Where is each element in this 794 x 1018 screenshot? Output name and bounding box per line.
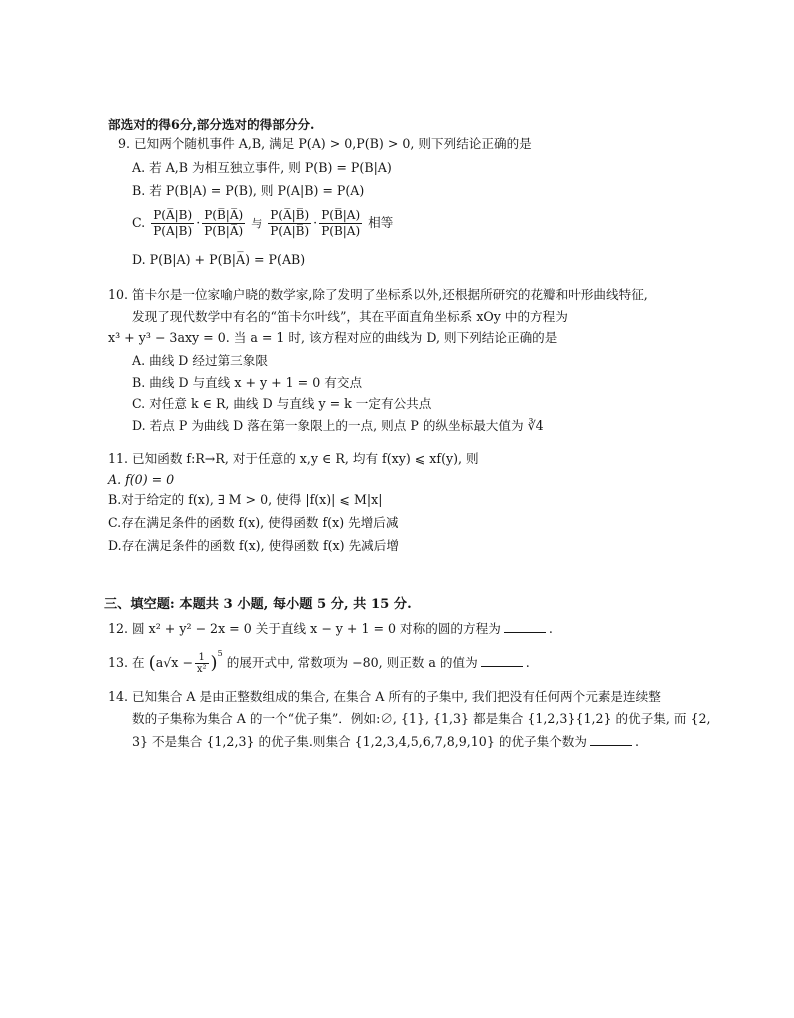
q14-line-3	[132, 733, 639, 750]
q13-fraction	[195, 652, 209, 675]
q9-c-fraction-3	[268, 208, 311, 239]
q9-c-f1-numerator: P(A̅|B)	[153, 208, 193, 222]
q9-c-f3-denominator: P(A|B̅)	[270, 224, 310, 238]
q14-answer-blank[interactable]	[590, 733, 632, 746]
q12-end: .	[548, 621, 553, 636]
q9-c-fraction-2	[202, 208, 245, 239]
q13-fraction-denominator: x²	[196, 664, 207, 675]
section-3-title: 三、填空题: 本题共 3 小题, 每小题 5 分, 共 15 分.	[104, 597, 412, 612]
q10-option-a: A. 曲线 D 经过第三象限	[132, 353, 268, 368]
q13-fraction-numerator: 1	[195, 652, 209, 664]
q10-line-2: 发现了现代数学中有名的“笛卡尔叶线”，其在平面直角坐标系 xOy 中的方程为	[132, 309, 568, 324]
q9-c-f1-denominator: P(A|B)	[153, 224, 193, 238]
q14-end: .	[635, 734, 640, 749]
q13-close-paren: )	[210, 652, 218, 674]
q12-text: 12. 圆 x² + y² − 2x = 0 关于直线 x − y + 1 = 0 对称的圆的方程为	[108, 621, 501, 636]
q9-c-fraction-1	[151, 208, 194, 239]
scoring-note: 部选对的得6分,部分选对的得部分分.	[108, 117, 315, 132]
q11-option-d: D.存在满足条件的函数 f(x), 使得函数 f(x) 先减后增	[108, 538, 399, 553]
q10-option-c: C. 对任意 k ∈ R, 曲线 D 与直线 y = k 一定有公共点	[132, 396, 432, 411]
q13-end: .	[525, 655, 530, 670]
q11-option-c: C.存在满足条件的函数 f(x), 使得函数 f(x) 先增后减	[108, 515, 399, 530]
q10-line-3: x³ + y³ − 3axy = 0. 当 a = 1 时, 该方程对应的曲线为 D, 则下列结论正确的是	[108, 330, 558, 345]
q9-c-f4-numerator: P(B̅|A)	[321, 208, 361, 222]
q9-c-f3-numerator: P(A̅|B̅)	[270, 208, 310, 222]
q10-option-b: B. 曲线 D 与直线 x + y + 1 = 0 有交点	[132, 375, 363, 390]
q9-c-tail: 相等	[368, 215, 394, 230]
q9-c-join: 与	[251, 217, 263, 230]
q9-option-a: A. 若 A,B 为相互独立事件, 则 P(B) = P(B|A)	[132, 160, 392, 175]
q11-stem: 11. 已知函数 f:R→R, 对于任意的 x,y ∈ R, 均有 f(xy) ⩽ xf(y), 则	[108, 451, 479, 466]
q9-stem: 9. 已知两个随机事件 A,B, 满足 P(A) > 0,P(B) > 0, 则下列结论正确的是	[118, 136, 532, 151]
q13-exponent: 5	[217, 648, 223, 658]
q9-option-c-label: C.	[132, 215, 146, 230]
q13-answer-blank[interactable]	[481, 654, 523, 667]
q9-c-f2-denominator: P(B|A̅)	[204, 224, 244, 238]
q12-line	[108, 620, 553, 637]
q10-line-1: 10. 笛卡尔是一位家喻户晓的数学家,除了发明了坐标系以外,还根据所研究的花瓣和叶形曲线特征,	[108, 287, 648, 302]
q9-c-fraction-4	[319, 208, 362, 239]
q11-option-a: A. f(0) = 0	[108, 472, 175, 487]
q13-line	[108, 648, 530, 679]
q9-c-f2-numerator: P(B̅|A̅)	[204, 208, 244, 222]
q14-line-1: 14. 已知集合 A 是由正整数组成的集合, 在集合 A 所有的子集中, 我们把没有任何两个元素是连续整	[108, 689, 661, 704]
q9-option-c: C. $\frac{P(A̅|B)}{P(A|B)}$ · $\frac{P(B̅|A̅)}{P(B|A̅)}$ 与 $\frac{P(A̅|B̅)}{P(A|B̅)}$ · $\frac{P(B̅|A)}{P(B|A)}$ 相等	[132, 208, 394, 238]
q9-option-b: B. 若 P(B|A) = P(B), 则 P(A|B) = P(A)	[132, 183, 365, 198]
q9-option-d: D. P(B|A) + P(B|A̅) = P(AB)	[132, 252, 306, 267]
q12-answer-blank[interactable]	[504, 620, 546, 633]
q13-suffix: 的展开式中, 常数项为 −80, 则正数 a 的值为	[226, 655, 478, 670]
q13-expression: a√x −	[155, 655, 193, 670]
q13-prefix: 13. 在	[108, 655, 145, 670]
q13-open-paren: (	[148, 652, 156, 674]
q14-line-3-text: 3} 不是集合 {1,2,3} 的优子集.则集合 {1,2,3,4,5,6,7,8,9,10} 的优子集个数为	[132, 734, 587, 749]
q14-line-2: 数的子集称为集合 A 的一个“优子集”．例如:∅, {1}, {1,3} 都是集合 {1,2,3}{1,2} 的优子集, 而 {2,	[132, 711, 711, 726]
q9-c-f4-denominator: P(B|A)	[321, 224, 361, 238]
q10-option-d: D. 若点 P 为曲线 D 落在第一象限上的一点, 则点 P 的纵坐标最大值为 ∛4	[132, 418, 544, 433]
q11-option-b: B.对于给定的 f(x), ∃ M > 0, 使得 |f(x)| ⩽ M|x|	[108, 492, 383, 507]
